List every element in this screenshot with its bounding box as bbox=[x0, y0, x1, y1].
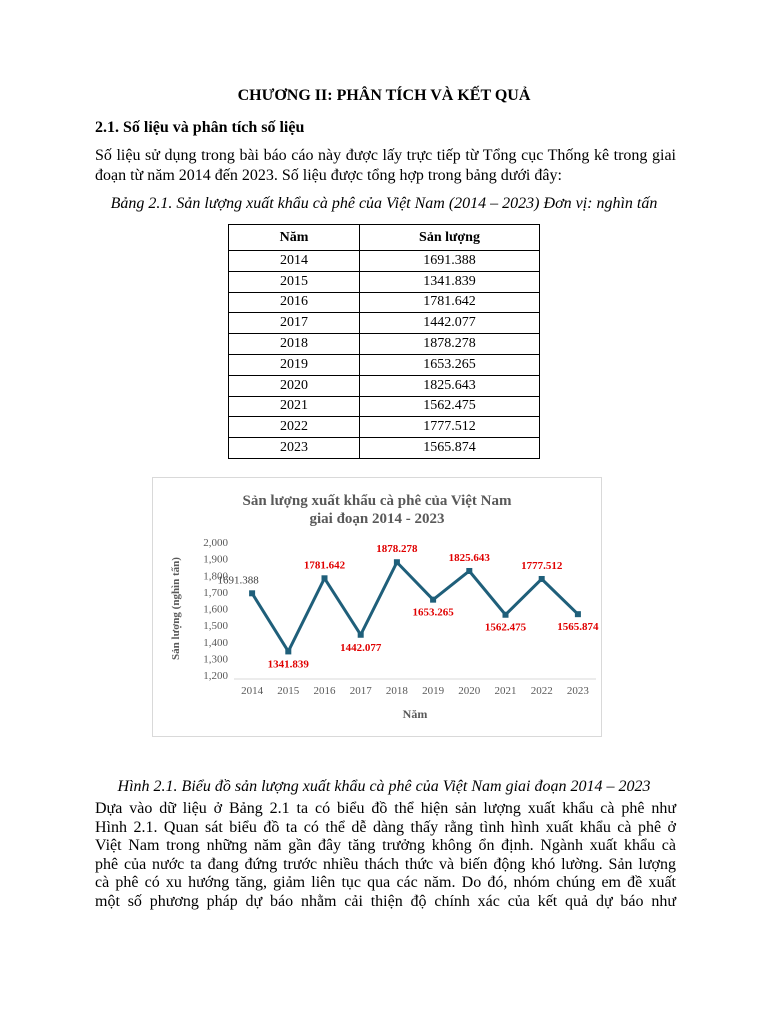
table-cell-output: 1825.643 bbox=[360, 375, 540, 396]
paragraph-line: cà phê có xu hướng tăng, giảm liên tục qua các năm. Do đó, nhóm chúng em đề xuất bbox=[95, 874, 676, 891]
table-row bbox=[229, 271, 540, 292]
y-tick-label: 1,200 bbox=[203, 670, 228, 682]
table-cell-output: 1442.077 bbox=[360, 313, 540, 334]
table-row bbox=[229, 292, 540, 313]
chart-title: Sản lượng xuất khẩu cà phê của Việt Nam bbox=[242, 493, 512, 509]
x-tick-label: 2022 bbox=[530, 685, 553, 697]
export-table bbox=[228, 224, 540, 459]
y-tick-label: 1,700 bbox=[203, 586, 228, 599]
paragraph-line: Hình 2.1. Quan sát biểu đồ ta có thể dễ dàng thấy rằng tình hình xuất khẩu cà phê ở bbox=[95, 818, 676, 836]
table-cell-output: 1341.839 bbox=[360, 271, 540, 292]
x-tick-label: 2016 bbox=[313, 685, 336, 697]
x-tick-label: 2023 bbox=[566, 685, 589, 697]
y-tick-label: 1,500 bbox=[203, 620, 228, 633]
table-header-output: Sản lượng bbox=[360, 225, 540, 251]
table-cell-year: 2020 bbox=[229, 375, 360, 396]
data-label: 1562.475 bbox=[484, 621, 527, 634]
table-row bbox=[229, 354, 540, 375]
data-point bbox=[322, 575, 328, 581]
y-tick-label: 1,900 bbox=[203, 553, 228, 566]
data-label: 1878.278 bbox=[376, 543, 418, 556]
table-cell-year: 2014 bbox=[229, 251, 360, 272]
x-tick-label: 2020 bbox=[458, 685, 481, 697]
x-tick-label: 2015 bbox=[277, 685, 300, 697]
data-point bbox=[430, 597, 436, 603]
y-tick-label: 1,600 bbox=[203, 603, 228, 616]
table-row bbox=[229, 396, 540, 417]
data-point bbox=[575, 611, 581, 617]
data-label: 1781.642 bbox=[303, 559, 346, 572]
table-header-year: Năm bbox=[229, 225, 360, 251]
table-cell-output: 1562.475 bbox=[360, 396, 540, 417]
x-tick-label: 2019 bbox=[422, 685, 445, 697]
table-caption: Bảng 2.1. Sản lượng xuất khẩu cà phê của Việt Nam (2014 – 2023) Đơn vị: nghìn tấn bbox=[110, 195, 658, 212]
table-row bbox=[229, 334, 540, 355]
data-label: 1777.512 bbox=[521, 559, 563, 572]
table-cell-year: 2019 bbox=[229, 354, 360, 375]
section-heading: 2.1. Số liệu và phân tích số liệu bbox=[95, 119, 305, 136]
x-axis-label: Năm bbox=[402, 707, 428, 721]
data-point bbox=[539, 576, 545, 582]
table-row bbox=[229, 417, 540, 438]
data-point bbox=[358, 632, 364, 638]
chapter-heading: CHƯƠNG II: PHÂN TÍCH VÀ KẾT QUẢ bbox=[237, 87, 531, 104]
y-tick-label: 1,400 bbox=[203, 636, 228, 649]
figure-caption: Hình 2.1. Biểu đồ sản lượng xuất khẩu cà phê của Việt Nam giai đoạn 2014 – 2023 bbox=[117, 778, 651, 795]
table-cell-output: 1653.265 bbox=[360, 354, 540, 375]
x-tick-label: 2017 bbox=[349, 685, 372, 697]
table-cell-year: 2021 bbox=[229, 396, 360, 417]
table-cell-year: 2022 bbox=[229, 417, 360, 438]
paragraph-line: Dựa vào dữ liệu ở Bảng 2.1 ta có biểu đồ thể hiện sản lượng xuất khẩu cà phê như bbox=[95, 800, 676, 817]
table-cell-output: 1781.642 bbox=[360, 292, 540, 313]
x-tick-label: 2014 bbox=[241, 685, 264, 697]
table-header-row bbox=[229, 225, 540, 251]
table-cell-year: 2016 bbox=[229, 292, 360, 313]
y-axis-label: Sản lượng (nghìn tấn) bbox=[170, 557, 182, 660]
table-cell-year: 2023 bbox=[229, 438, 360, 459]
table-cell-output: 1565.874 bbox=[360, 438, 540, 459]
intro-paragraph: Số liệu sử dụng trong bài báo cáo này được lấy trực tiếp từ Tổng cục Thống kê trong giai đoạn từ năm 2014 đến 2023. Số liệu được tổng hợp trong bảng dưới đây: bbox=[95, 147, 676, 184]
y-tick-label: 2,000 bbox=[203, 537, 228, 549]
x-tick-label: 2018 bbox=[385, 685, 408, 697]
x-tick-label: 2021 bbox=[494, 685, 517, 697]
data-label: 1442.077 bbox=[340, 641, 382, 654]
data-point bbox=[394, 559, 400, 565]
table-cell-year: 2017 bbox=[229, 313, 360, 334]
paragraph-line: một số phương pháp dự báo nhằm cải thiện độ chính xác của kết quả dự báo như bbox=[95, 892, 676, 910]
table-cell-output: 1777.512 bbox=[360, 417, 540, 438]
data-label: 1341.839 bbox=[267, 658, 309, 671]
chart-frame bbox=[152, 477, 602, 737]
table-cell-year: 2018 bbox=[229, 334, 360, 355]
paragraph-line: phê của nước ta đang đứng trước nhiều thách thức và biến động khó lường. Sản lượng bbox=[95, 855, 676, 873]
table-cell-year: 2015 bbox=[229, 271, 360, 292]
chart-title: giai đoạn 2014 - 2023 bbox=[309, 511, 445, 527]
data-label: 1691.388 bbox=[217, 574, 259, 587]
y-tick-label: 1,800 bbox=[203, 570, 228, 583]
table-row bbox=[229, 438, 540, 459]
paragraph-line: Việt Nam trong những năm gần đây tăng trưởng không ổn định. Ngành xuất khẩu cà bbox=[95, 837, 676, 854]
line-chart bbox=[153, 478, 601, 736]
data-label: 1825.643 bbox=[448, 551, 490, 564]
table-row bbox=[229, 313, 540, 334]
data-point bbox=[503, 612, 509, 618]
data-point bbox=[285, 648, 291, 654]
table-row bbox=[229, 375, 540, 396]
y-tick-label: 1,300 bbox=[203, 653, 228, 666]
data-label: 1653.265 bbox=[412, 606, 454, 619]
data-point bbox=[466, 568, 472, 574]
data-point bbox=[249, 590, 255, 596]
data-label: 1565.874 bbox=[557, 621, 599, 634]
table-cell-output: 1878.278 bbox=[360, 334, 540, 355]
table-cell-output: 1691.388 bbox=[360, 251, 540, 272]
table-row bbox=[229, 251, 540, 272]
analysis-paragraph bbox=[95, 800, 676, 911]
